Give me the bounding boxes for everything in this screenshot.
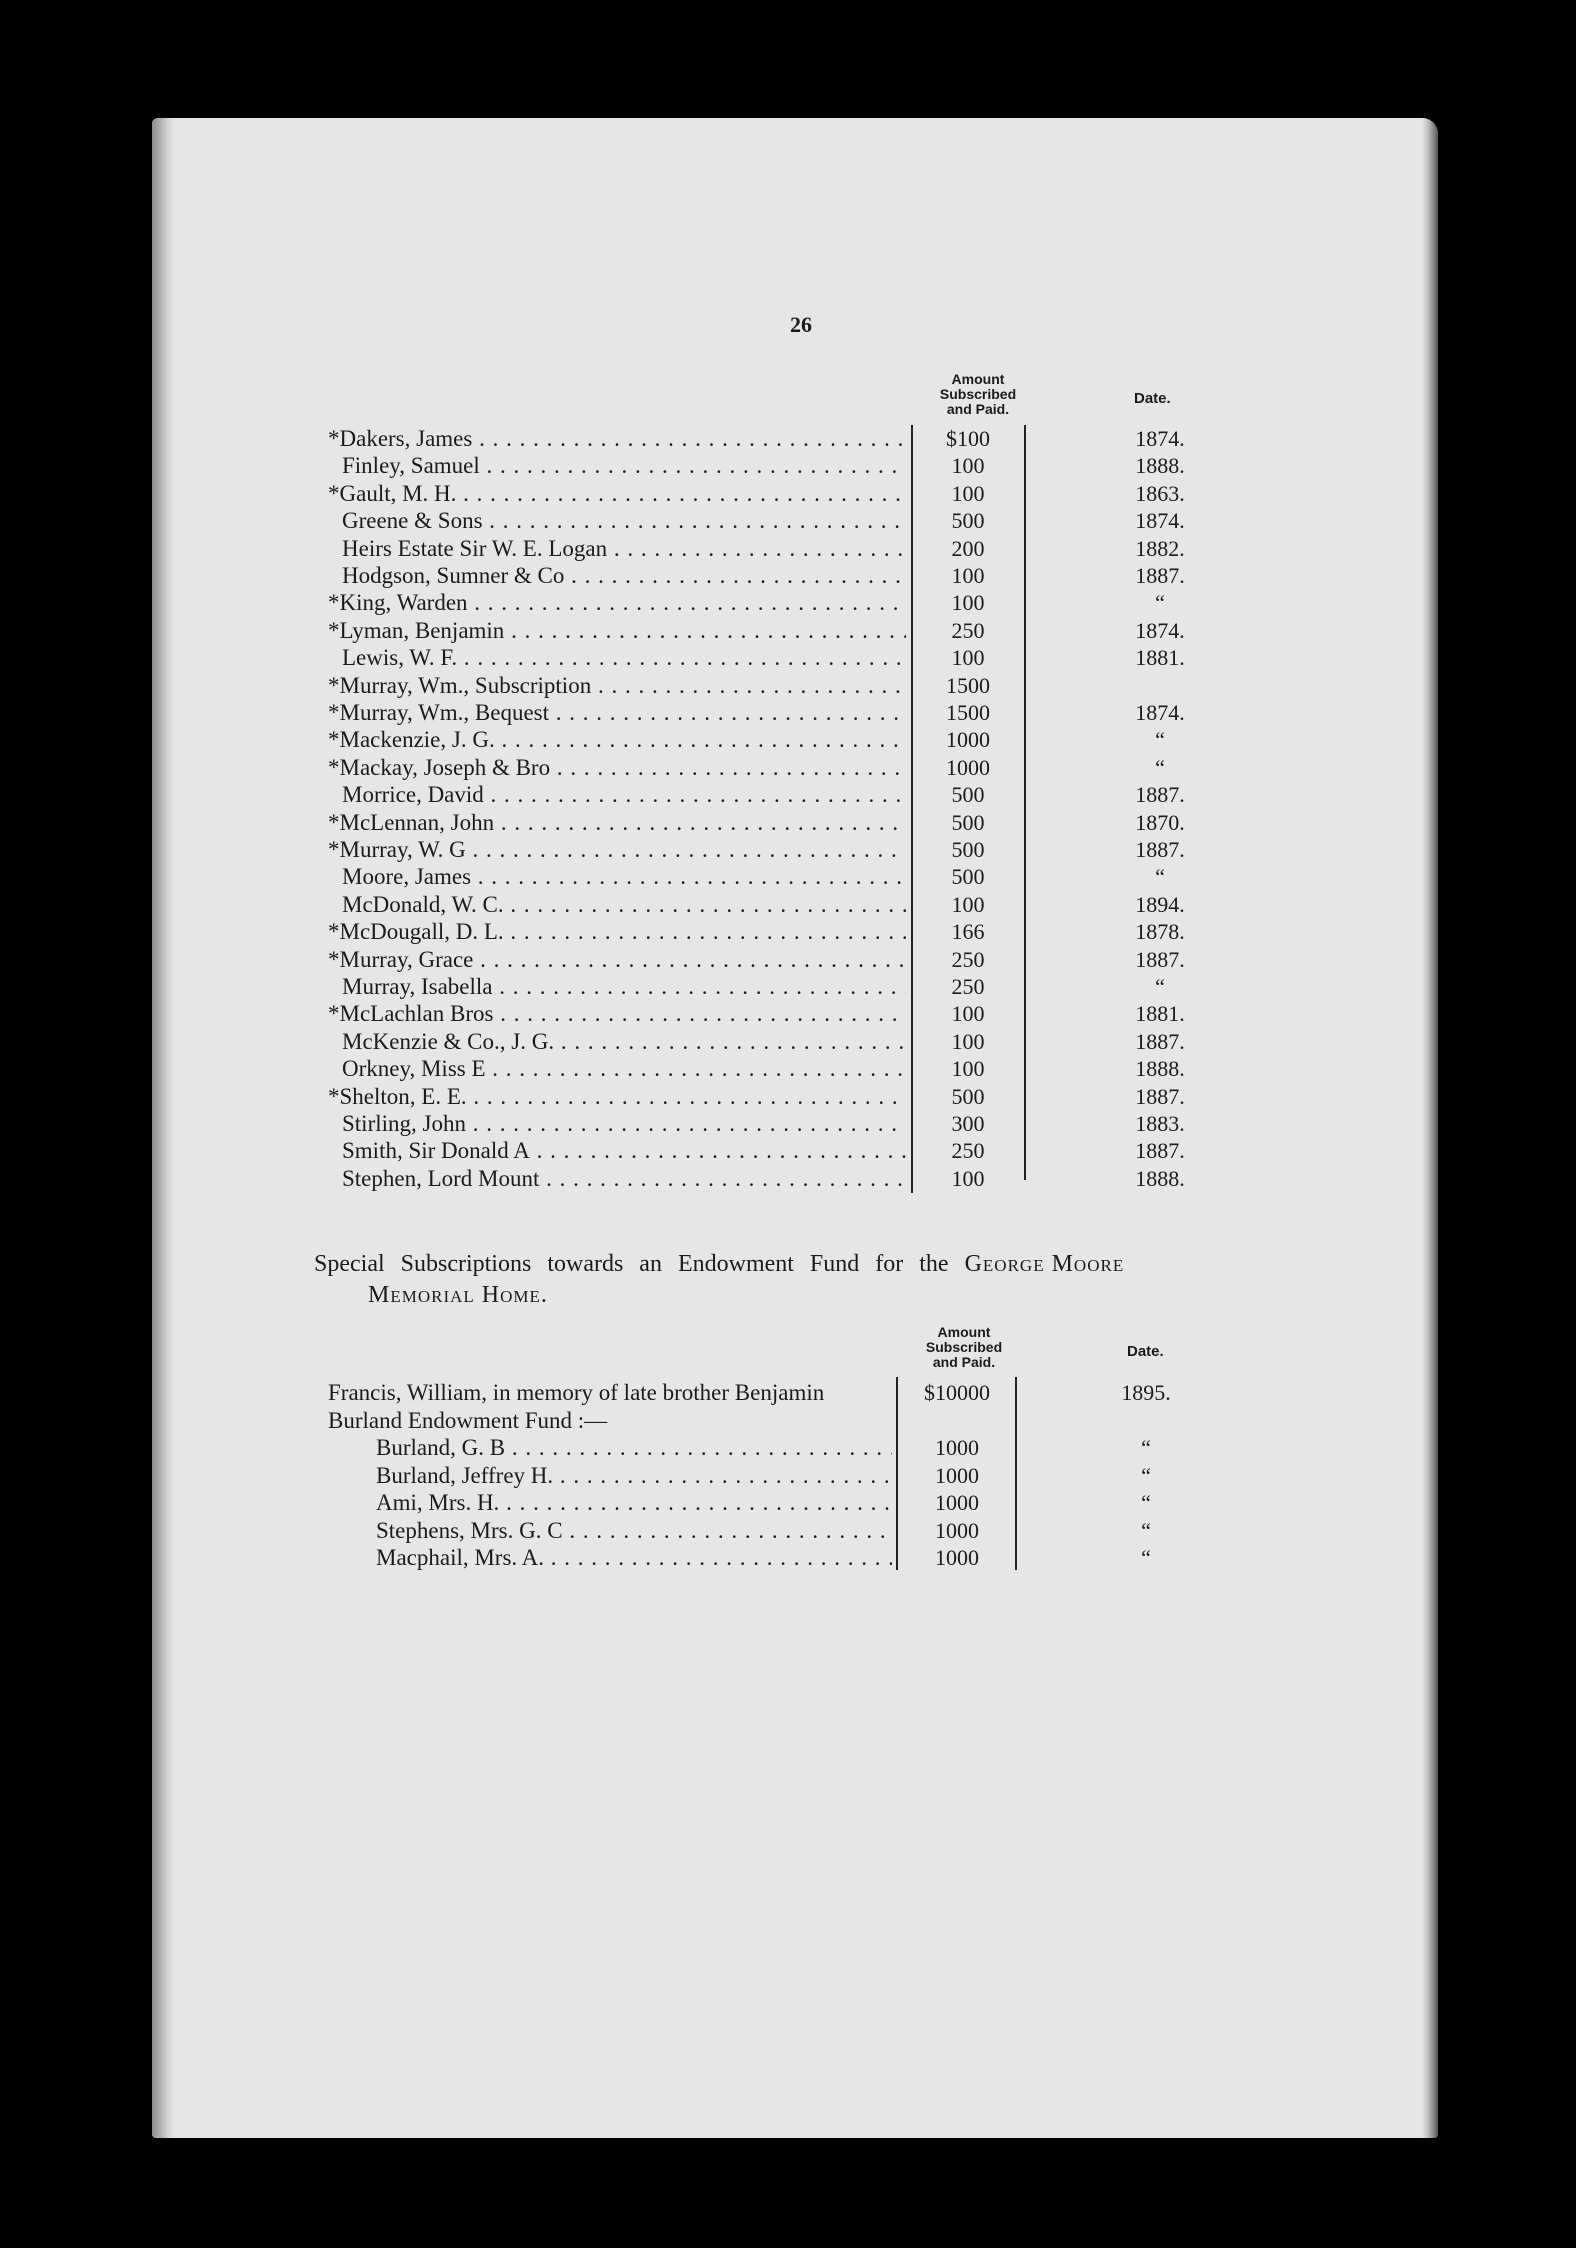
subscriber-name: Macphail, Mrs. A. . . . xyxy=(376,1544,892,1571)
amount-cell: 250 xyxy=(951,617,985,643)
date-cell: “ xyxy=(1141,1490,1151,1515)
table-row xyxy=(0,918,1576,945)
table-row xyxy=(0,1028,1576,1055)
subscriber-name: Heirs Estate Sir W. E. Logan . . . xyxy=(342,535,906,562)
subscriber-name: Stephen, Lord Mount . . . xyxy=(342,1165,906,1192)
subscriber-name: *King, Warden . . . xyxy=(328,589,906,616)
date-cell: 1881. xyxy=(1135,1001,1185,1027)
date-cell: 1895. xyxy=(1121,1380,1171,1405)
date-cell: 1887. xyxy=(1135,563,1185,588)
table-row xyxy=(0,507,1576,534)
table-row xyxy=(0,535,1576,562)
amount-cell: 100 xyxy=(951,453,985,479)
amount-header-line: and Paid. xyxy=(932,1354,996,1370)
subscriber-name: Lewis, W. F. . . . xyxy=(342,644,906,671)
subscriber-name: Orkney, Miss E . . . xyxy=(342,1055,906,1082)
table-row xyxy=(0,1489,1576,1516)
amount-cell: 1000 xyxy=(935,1435,979,1460)
subscriber-name: *Lyman, Benjamin . . . xyxy=(328,617,906,644)
date-cell: “ xyxy=(1155,974,1165,999)
subscriber-name: Burland Endowment Fund :— xyxy=(328,1407,608,1433)
amount-cell: 1000 xyxy=(935,1490,979,1515)
subscriber-name: Morrice, David . . . xyxy=(342,781,906,808)
page-number: 26 xyxy=(790,312,812,337)
amount-cell: 250 xyxy=(951,974,985,999)
date-cell: “ xyxy=(1155,864,1165,890)
amount-cell: 1000 xyxy=(946,754,990,780)
subscriber-name: *Mackenzie, J. G. . . . xyxy=(328,726,906,753)
date-column-header: Date. xyxy=(1127,1343,1164,1360)
date-cell: “ xyxy=(1155,590,1165,616)
date-cell: 1881. xyxy=(1135,645,1185,671)
table-row xyxy=(0,809,1576,836)
amount-cell: $10000 xyxy=(924,1380,990,1405)
section-title-text: Special Subscriptions towards an Endowment Fund for the xyxy=(314,1251,965,1277)
subscriber-name: *Murray, Wm., Subscription . . . xyxy=(328,672,906,699)
amount-header-line: Amount xyxy=(937,1324,991,1340)
amount-cell: 500 xyxy=(951,1083,985,1109)
table-row xyxy=(0,946,1576,973)
amount-header-line: and Paid. xyxy=(946,401,1010,417)
table-row xyxy=(0,1434,1576,1461)
subscriber-name: Murray, Isabella . . . xyxy=(342,973,906,1000)
date-cell: 1870. xyxy=(1135,809,1185,835)
date-cell: 1887. xyxy=(1135,1138,1185,1164)
amount-cell: 250 xyxy=(951,1138,985,1164)
subscriber-name: *Shelton, E. E. . . . xyxy=(328,1083,906,1110)
section-title xyxy=(314,1249,1124,1279)
date-cell: 1894. xyxy=(1135,891,1185,917)
amount-cell: 100 xyxy=(951,1056,985,1082)
amount-header-line: Subscribed xyxy=(939,386,1017,402)
table-row xyxy=(0,1407,1576,1434)
amount-cell: 166 xyxy=(951,919,985,945)
table-row xyxy=(0,1137,1576,1164)
subscriber-name: *Mackay, Joseph & Bro . . . xyxy=(328,754,906,781)
amount-cell: 1500 xyxy=(946,672,990,698)
table-row xyxy=(0,1165,1576,1192)
subscriber-name: Francis, William, in memory of late brother Benjamin xyxy=(328,1380,825,1405)
subscriber-name: Stephens, Mrs. G. C . . . xyxy=(376,1517,892,1544)
table-row xyxy=(0,973,1576,1000)
date-cell: 1874. xyxy=(1135,617,1185,643)
date-cell: 1878. xyxy=(1135,919,1185,945)
amount-cell: 1000 xyxy=(935,1545,979,1570)
amount-cell: 500 xyxy=(951,782,985,808)
table-row xyxy=(0,1083,1576,1110)
subscriber-name: *Murray, Wm., Bequest . . . xyxy=(328,699,906,726)
table-row xyxy=(0,1379,1576,1406)
subscriber-name: Greene & Sons . . . xyxy=(342,507,906,534)
amount-cell: 1000 xyxy=(935,1462,979,1488)
date-column-header: Date. xyxy=(1134,390,1171,407)
amount-column-header xyxy=(918,372,1038,417)
amount-header-line: Subscribed xyxy=(925,1339,1003,1355)
table-row xyxy=(0,1000,1576,1027)
amount-cell: 100 xyxy=(951,645,985,671)
amount-cell: 500 xyxy=(951,809,985,835)
amount-cell: 300 xyxy=(951,1111,985,1136)
amount-cell: 100 xyxy=(951,590,985,616)
date-cell: 1888. xyxy=(1135,453,1185,479)
date-cell: 1883. xyxy=(1135,1111,1185,1136)
subscriber-name: Burland, G. B . . . xyxy=(376,1434,892,1461)
table-row xyxy=(0,754,1576,781)
subscriber-name: *Dakers, James . . . xyxy=(328,425,906,452)
subscriber-name: *Gault, M. H. . . . xyxy=(328,480,906,507)
table-row xyxy=(0,891,1576,918)
date-cell: 1887. xyxy=(1135,946,1185,972)
date-cell: 1874. xyxy=(1135,508,1185,534)
date-cell: 1874. xyxy=(1135,426,1185,451)
amount-cell: 100 xyxy=(951,1165,985,1191)
amount-cell: 250 xyxy=(951,946,985,972)
date-cell: “ xyxy=(1141,1517,1151,1543)
amount-cell: 1000 xyxy=(935,1517,979,1543)
table-row xyxy=(0,617,1576,644)
table-row xyxy=(0,699,1576,726)
date-cell: 1887. xyxy=(1135,1083,1185,1109)
date-cell: 1887. xyxy=(1135,1028,1185,1054)
amount-cell: 100 xyxy=(951,480,985,506)
date-cell: 1887. xyxy=(1135,837,1185,862)
subscriber-name: Burland, Jeffrey H. . . . xyxy=(376,1462,892,1489)
date-cell: 1874. xyxy=(1135,700,1185,725)
amount-header-line: Amount xyxy=(951,371,1005,387)
date-cell: 1887. xyxy=(1135,782,1185,808)
table-row xyxy=(0,644,1576,671)
amount-cell: 200 xyxy=(951,535,985,561)
date-cell: 1882. xyxy=(1135,535,1185,561)
amount-cell: $100 xyxy=(946,426,990,451)
amount-cell: 500 xyxy=(951,837,985,862)
table-row xyxy=(0,562,1576,589)
subscriber-name: *McLachlan Bros . . . xyxy=(328,1000,906,1027)
amount-cell: 500 xyxy=(951,508,985,534)
subscriber-name: *Murray, Grace . . . xyxy=(328,946,906,973)
table-row xyxy=(0,1517,1576,1544)
table-row xyxy=(0,452,1576,479)
amount-cell: 100 xyxy=(951,1001,985,1027)
date-cell: 1888. xyxy=(1135,1165,1185,1191)
date-cell: 1888. xyxy=(1135,1056,1185,1082)
subscriber-name: Hodgson, Sumner & Co . . . xyxy=(342,562,906,589)
table-row xyxy=(0,836,1576,863)
date-cell: 1863. xyxy=(1135,480,1185,506)
amount-cell: 500 xyxy=(951,864,985,890)
table-row xyxy=(0,589,1576,616)
table-row xyxy=(0,480,1576,507)
amount-cell: 1000 xyxy=(946,727,990,753)
table-row xyxy=(0,1544,1576,1571)
table-row xyxy=(0,672,1576,699)
date-cell: “ xyxy=(1141,1435,1151,1460)
subscriber-name: *McLennan, John . . . xyxy=(328,809,906,836)
subscriber-name: *Murray, W. G . . . xyxy=(328,836,906,863)
subscriber-name: Finley, Samuel . . . xyxy=(342,452,906,479)
subscriber-name: McKenzie & Co., J. G. . . . xyxy=(342,1028,906,1055)
amount-cell: 100 xyxy=(951,891,985,917)
subscriber-name: McDonald, W. C. . . . xyxy=(342,891,906,918)
subscriber-name: Ami, Mrs. H. . . . xyxy=(376,1489,892,1516)
table-row xyxy=(0,1110,1576,1137)
amount-cell: 100 xyxy=(951,1028,985,1054)
subscriber-name: Stirling, John . . . xyxy=(342,1110,906,1137)
subscriber-name: Smith, Sir Donald A . . . xyxy=(342,1137,906,1164)
table-row xyxy=(0,1055,1576,1082)
subscriber-name: Moore, James . . . xyxy=(342,863,906,890)
date-cell: “ xyxy=(1141,1462,1151,1488)
table-row xyxy=(0,425,1576,452)
subscriber-name: *McDougall, D. L. . . . xyxy=(328,918,906,945)
date-cell: “ xyxy=(1141,1545,1151,1570)
table-row xyxy=(0,863,1576,890)
amount-column-header xyxy=(904,1325,1024,1370)
table-row xyxy=(0,726,1576,753)
table-row xyxy=(0,781,1576,808)
date-cell: “ xyxy=(1155,727,1165,753)
table-row xyxy=(0,1462,1576,1489)
amount-cell: 100 xyxy=(951,563,985,588)
date-cell: “ xyxy=(1155,754,1165,780)
section-title-caps: George Moore xyxy=(964,1251,1125,1277)
amount-cell: 1500 xyxy=(946,700,990,725)
section-title-line2: Memorial Home. xyxy=(368,1282,548,1308)
